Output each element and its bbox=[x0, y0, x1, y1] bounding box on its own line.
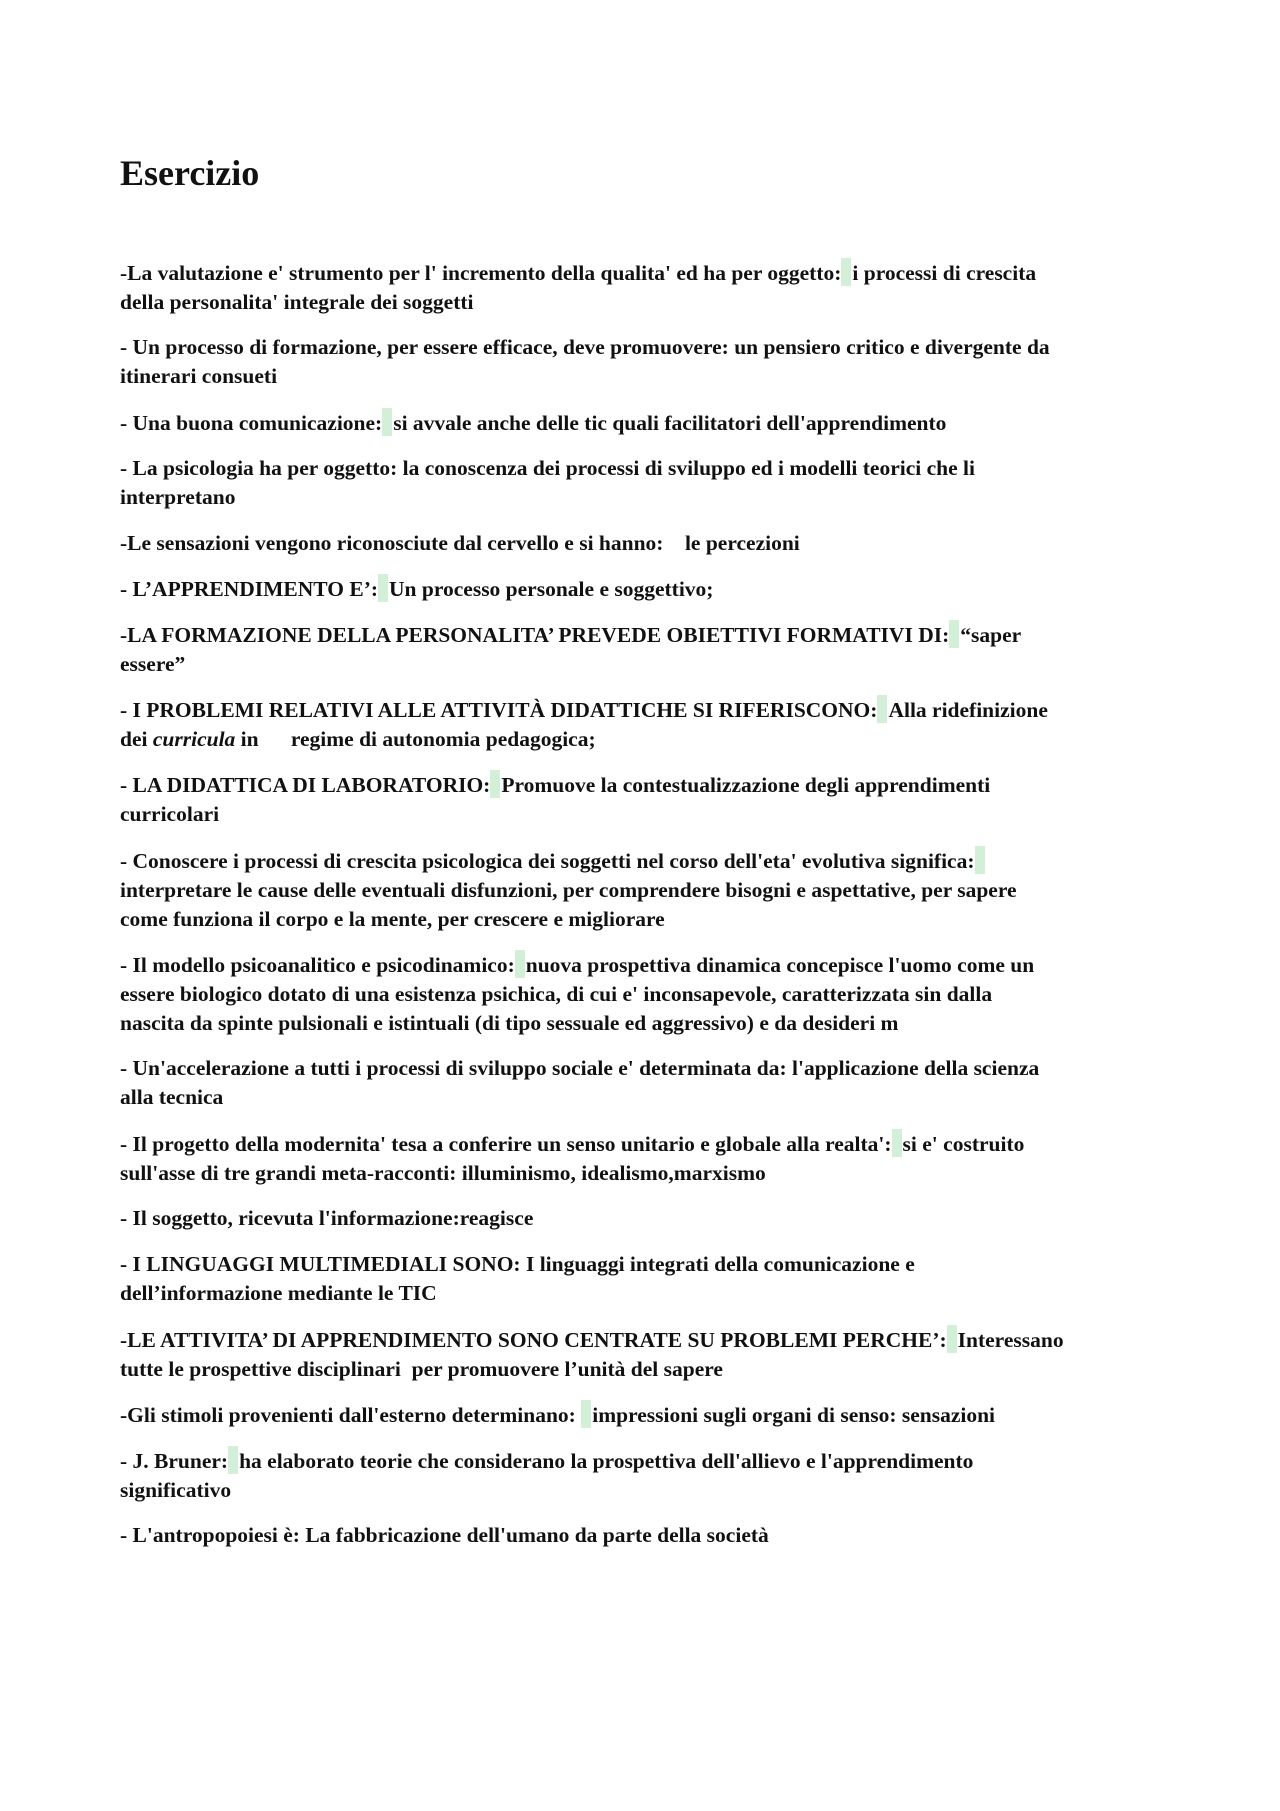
answer-text: Alla ridefinizione bbox=[888, 698, 1048, 722]
answer-text: ha elaborato teorie che considerano la prospettiva dell'allievo e l'apprendimento bbox=[239, 1449, 974, 1473]
item-line: sull'asse di tre grandi meta-racconti: illuminismo, idealismo,marxismo bbox=[120, 1161, 766, 1185]
item-line bbox=[120, 620, 1170, 650]
answer-highlight bbox=[515, 950, 525, 978]
line-text: in regime di autonomia pedagogica; bbox=[240, 727, 596, 751]
item-line bbox=[120, 1400, 1170, 1430]
exercise-item-3 bbox=[120, 408, 1170, 438]
answer-text: impressioni sugli organi di senso: sensazioni bbox=[592, 1403, 996, 1427]
answer-text: “saper bbox=[960, 623, 1022, 647]
answer-text: si e' costruito bbox=[902, 1132, 1025, 1156]
exercise-item-9 bbox=[120, 770, 1170, 829]
item-line bbox=[120, 695, 1170, 725]
question-text: - Il progetto della modernita' tesa a conferire un senso unitario e globale alla realta': bbox=[120, 1132, 892, 1156]
item-line bbox=[120, 725, 1170, 754]
italic-term: curricula bbox=[152, 727, 236, 751]
item-line: alla tecnica bbox=[120, 1085, 224, 1109]
question-text: - I PROBLEMI RELATIVI ALLE ATTIVITÀ DIDATTICHE SI RIFERISCONO: bbox=[120, 698, 878, 722]
exercise-item-2 bbox=[120, 333, 1170, 391]
item-line: - L'antropopoiesi è: La fabbricazione dell'umano da parte della società bbox=[120, 1523, 769, 1547]
exercise-item-11 bbox=[120, 950, 1170, 1038]
answer-highlight bbox=[841, 258, 851, 286]
item-line: interpretano bbox=[120, 485, 236, 509]
exercise-item-5 bbox=[120, 529, 1170, 558]
answer-text: si avvale anche delle tic quali facilitatori dell'apprendimento bbox=[393, 411, 947, 435]
answer-text: i processi di crescita bbox=[852, 261, 1037, 285]
answer-highlight bbox=[892, 1129, 902, 1157]
answer-highlight bbox=[228, 1446, 238, 1474]
item-line: tutte le prospettive disciplinari per promuovere l’unità del sapere bbox=[120, 1357, 723, 1381]
exercise-item-7 bbox=[120, 620, 1170, 679]
question-text: -LE ATTIVITA’ DI APPRENDIMENTO SONO CENTRATE SU PROBLEMI PERCHE’: bbox=[120, 1328, 947, 1352]
item-line bbox=[120, 408, 1170, 438]
item-line: - I LINGUAGGI MULTIMEDIALI SONO: I linguaggi integrati della comunicazione e bbox=[120, 1252, 915, 1276]
item-line: - Il soggetto, ricevuta l'informazione:reagisce bbox=[120, 1206, 534, 1230]
item-line: interpretare le cause delle eventuali disfunzioni, per comprendere bisogni e aspettative, per sapere bbox=[120, 878, 1017, 902]
exercise-item-6 bbox=[120, 574, 1170, 604]
item-line: dell’informazione mediante le TIC bbox=[120, 1281, 437, 1305]
question-text: - Conoscere i processi di crescita psicologica dei soggetti nel corso dell'eta' evolutiva significa: bbox=[120, 849, 975, 873]
item-line bbox=[120, 1446, 1170, 1476]
exercise-item-1 bbox=[120, 258, 1170, 317]
item-line: nascita da spinte pulsionali e istintuali (di tipo sessuale ed aggressivo) e da desideri m bbox=[120, 1011, 899, 1035]
line-text: dei bbox=[120, 727, 148, 751]
exercise-item-10 bbox=[120, 846, 1170, 934]
question-text: -Gli stimoli provenienti dall'esterno determinano: bbox=[120, 1403, 576, 1427]
item-line: - Un'accelerazione a tutti i processi di sviluppo sociale e' determinata da: l'applicazione della scienza bbox=[120, 1056, 1040, 1080]
item-line: -Le sensazioni vengono riconosciute dal cervello e si hanno: le percezioni bbox=[120, 531, 800, 555]
answer-highlight bbox=[378, 574, 388, 602]
answer-text: Interessano bbox=[957, 1328, 1064, 1352]
item-line bbox=[120, 258, 1170, 288]
exercise-item-4 bbox=[120, 454, 1170, 512]
answer-highlight bbox=[949, 620, 959, 648]
exercise-item-19 bbox=[120, 1521, 1170, 1550]
item-line: - La psicologia ha per oggetto: la conoscenza dei processi di sviluppo ed i modelli teorici che li bbox=[120, 456, 975, 480]
exercise-item-8 bbox=[120, 695, 1170, 754]
exercise-item-17 bbox=[120, 1400, 1170, 1430]
exercise-item-14 bbox=[120, 1204, 1170, 1233]
answer-text: nuova prospettiva dinamica concepisce l'uomo come un bbox=[525, 953, 1035, 977]
item-line bbox=[120, 950, 1170, 980]
answer-highlight bbox=[581, 1400, 591, 1428]
exercise-item-12 bbox=[120, 1054, 1170, 1112]
item-line: curricolari bbox=[120, 802, 220, 826]
question-text: - L’APPRENDIMENTO E’: bbox=[120, 577, 379, 601]
item-line: essere biologico dotato di una esistenza psichica, di cui e' inconsapevole, caratterizzata sin dalla bbox=[120, 982, 993, 1006]
item-line: come funziona il corpo e la mente, per crescere e migliorare bbox=[120, 907, 665, 931]
item-line bbox=[120, 846, 1170, 876]
item-line: della personalita' integrale dei soggetti bbox=[120, 290, 474, 314]
item-line: itinerari consueti bbox=[120, 364, 278, 388]
question-text: - LA DIDATTICA DI LABORATORIO: bbox=[120, 773, 491, 797]
exercise-item-15 bbox=[120, 1250, 1170, 1308]
question-text: -LA FORMAZIONE DELLA PERSONALITA’ PREVEDE OBIETTIVI FORMATIVI DI: bbox=[120, 623, 950, 647]
answer-text: Un processo personale e soggettivo; bbox=[389, 577, 714, 601]
answer-highlight bbox=[382, 408, 392, 436]
exercise-item-18 bbox=[120, 1446, 1170, 1505]
item-line: - Un processo di formazione, per essere efficace, deve promuovere: un pensiero critico e divergente da bbox=[120, 335, 1050, 359]
question-text: -La valutazione e' strumento per l' incremento della qualita' ed ha per oggetto: bbox=[120, 261, 842, 285]
exercise-item-16 bbox=[120, 1325, 1170, 1384]
answer-highlight bbox=[877, 695, 887, 723]
item-line bbox=[120, 1129, 1170, 1159]
item-line bbox=[120, 1325, 1170, 1355]
item-line: significativo bbox=[120, 1478, 232, 1502]
question-text: - Una buona comunicazione: bbox=[120, 411, 383, 435]
answer-text: Promuove la contestualizzazione degli apprendimenti bbox=[501, 773, 991, 797]
question-text: - Il modello psicoanalitico e psicodinamico: bbox=[120, 953, 515, 977]
answer-highlight bbox=[975, 846, 985, 874]
question-text: - J. Bruner: bbox=[120, 1449, 229, 1473]
exercise-item-13 bbox=[120, 1129, 1170, 1188]
answer-highlight bbox=[947, 1325, 957, 1353]
answer-highlight bbox=[490, 770, 500, 798]
item-line: essere” bbox=[120, 652, 186, 676]
page-title: Esercizio bbox=[120, 153, 260, 193]
item-line bbox=[120, 574, 1170, 604]
item-line bbox=[120, 770, 1170, 800]
